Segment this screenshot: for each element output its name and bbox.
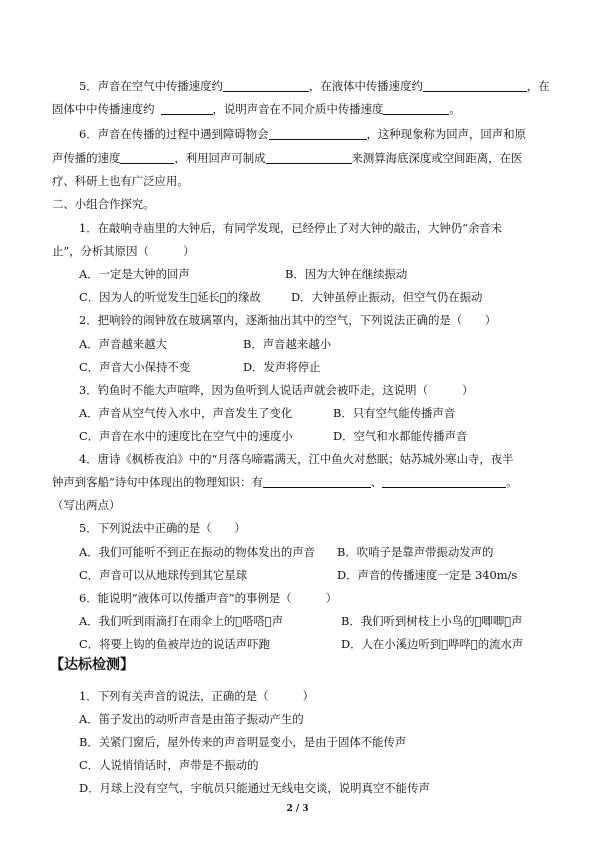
g5-options-row-1 [79, 544, 554, 560]
g2-option-d[interactable]: D．发声将停止 [243, 360, 321, 374]
g6-options-row-2 [79, 636, 554, 652]
g1-stem-line-1: 1．在敲响寺庙里的大钟后，有同学发现，已经停止了对大钟的敲击，大钟仍“余音未 [79, 221, 503, 235]
g5-options-row-2 [79, 567, 554, 583]
q5-blank-speed[interactable] [383, 102, 449, 115]
g3-option-c[interactable]: C．声音在水中的速度比在空气中的速度小 [79, 429, 293, 443]
g1-options-row-2 [79, 289, 554, 305]
g5-option-a[interactable]: A．我们可能听不到正在振动的物体发出的声音 [79, 545, 316, 559]
q5-blank-air[interactable] [223, 79, 309, 92]
g3-option-a[interactable]: A．声音从空气传入水中，声音发生了变化 [79, 406, 293, 420]
section-heading-assessment: 【达标检测】 [50, 657, 134, 673]
g1-option-b[interactable]: B．因为大钟在继续振动 [285, 267, 408, 281]
q6-line-1 [79, 126, 554, 142]
g3-options-row-1 [79, 405, 554, 421]
g3-options-row-2 [79, 428, 554, 444]
g6-option-c[interactable]: C．将要上钩的鱼被岸边的说话声吓跑 [79, 637, 270, 651]
g6-option-a[interactable]: A．我们听到雨滴打在雨伞上的 嗒嗒 声 [79, 614, 284, 628]
g2-stem: 2．把响铃的闹钟放在玻璃罩内，逐渐抽出其中的空气，下列说法正确的是（ ） [79, 313, 497, 327]
q5-text-6: 。 [449, 102, 461, 116]
g4-text-2: 、 [370, 475, 383, 489]
g5-option-b[interactable]: B．吹哨子是靠声带振动发声的 [337, 545, 494, 559]
section-heading-group-work: 二、小组合作探究。 [52, 197, 155, 211]
g2-options-row-2 [79, 359, 554, 375]
g6-option-b[interactable]: B．我们听到树枝上小鸟的 唧唧 声 [341, 614, 523, 628]
q6-blank-device[interactable] [266, 151, 352, 164]
t1-option-a[interactable]: A．笛子发出的动听声音是由笛子振动产生的 [79, 712, 304, 726]
q5-blank-liquid[interactable] [423, 79, 527, 92]
g4-text-3: 。 [506, 475, 518, 489]
q5-line-1 [79, 78, 554, 94]
q5-text-2: ，在液体中传播速度约 [308, 79, 423, 93]
t1-option-d[interactable]: D．月球上没有空气，宇航员只能通过无线电交谈，说明真空不能传声 [79, 781, 430, 795]
q6-text-5: 来测算海底深度或空间距离，在医 [351, 151, 523, 165]
g4-blank-1[interactable] [263, 475, 371, 488]
g2-option-b[interactable]: B．声音越来越小 [243, 337, 332, 351]
q5-text-1: 5．声音在空气中传播速度约 [79, 79, 223, 93]
page-number: 2 / 3 [286, 804, 309, 814]
q6-text-4: ，利用回声可制成 [174, 151, 266, 165]
g6-option-d[interactable]: D．人在小溪边听到 哗哗 的流水声 [341, 637, 524, 651]
t1-option-b[interactable]: B．关紧门窗后，屋外传来的声音明显变小，是由于固体不能传声 [79, 735, 407, 749]
q6-text-2: ，这种现象称为回声，回声和原 [366, 127, 526, 141]
g4-text-1: 钟声到客船”诗句中体现出的物理知识：有 [52, 475, 263, 489]
g2-option-c[interactable]: C．声音大小保持不变 [79, 360, 191, 374]
q6-line-2 [52, 150, 552, 166]
g1-options-row-1 [79, 266, 554, 282]
g5-option-d[interactable]: D．声音的传播速度一定是 340m/s [337, 568, 518, 582]
g4-line-2 [52, 474, 552, 490]
q6-text-3: 声传播的速度 [52, 151, 121, 165]
g1-option-c[interactable]: C．因为人的听觉发生 延长 的缘故 [79, 290, 261, 304]
t1-option-c[interactable]: C．人说悄悄话时，声带是不振动的 [79, 758, 259, 772]
g3-stem: 3．钓鱼时不能大声喧哗，因为鱼听到人说话声就会被吓走，这说明（ ） [79, 383, 474, 397]
q5-text-5: ，说明声音在不同介质中传播速度 [212, 102, 384, 116]
g5-option-c[interactable]: C．声音可以从地球传到其它星球 [79, 568, 248, 582]
g1-option-a[interactable]: A．一定是大钟的回声 [79, 267, 190, 281]
t1-stem: 1．下列有关声音的说法，正确的是（ ） [79, 689, 315, 703]
q5-line-2 [52, 101, 552, 117]
g3-option-d[interactable]: D．空气和水都能传播声音 [333, 429, 468, 443]
g1-option-d[interactable]: D．大钟虽停止振动，但空气仍在振动 [291, 290, 483, 304]
g4-blank-2[interactable] [382, 475, 506, 488]
g2-option-a[interactable]: A．声音越来越大 [79, 337, 167, 351]
g5-stem: 5．下列说法中正确的是（ ） [79, 521, 246, 535]
q5-blank-solid[interactable] [161, 102, 213, 115]
g2-options-row-1 [79, 336, 554, 352]
g3-option-b[interactable]: B．只有空气能传播声音 [333, 406, 456, 420]
q5-text-3: ，在 [526, 79, 550, 93]
g4-line-3: （写出两点） [52, 498, 121, 512]
q5-text-4: 固体中中传播速度约 [52, 102, 155, 116]
g4-stem-line-1: 4．唐诗《枫桥夜泊》中的“月落乌啼霜满天，江中鱼火对愁眠；姑苏城外寒山寺，夜半 [79, 452, 514, 466]
q6-text-1: 6．声音在传播的过程中遇到障碍物会 [79, 127, 269, 141]
q6-line-3: 疗、科研上也有广泛应用。 [52, 174, 189, 188]
q6-blank-echo[interactable] [269, 127, 367, 140]
g1-stem-line-2: 止”，分析其原因（ ） [52, 244, 195, 258]
q6-blank-speed[interactable] [120, 151, 174, 164]
g6-options-row-1 [79, 613, 554, 629]
g6-stem: 6．能说明“液体可以传播声音”的事例是（ ） [79, 591, 338, 605]
